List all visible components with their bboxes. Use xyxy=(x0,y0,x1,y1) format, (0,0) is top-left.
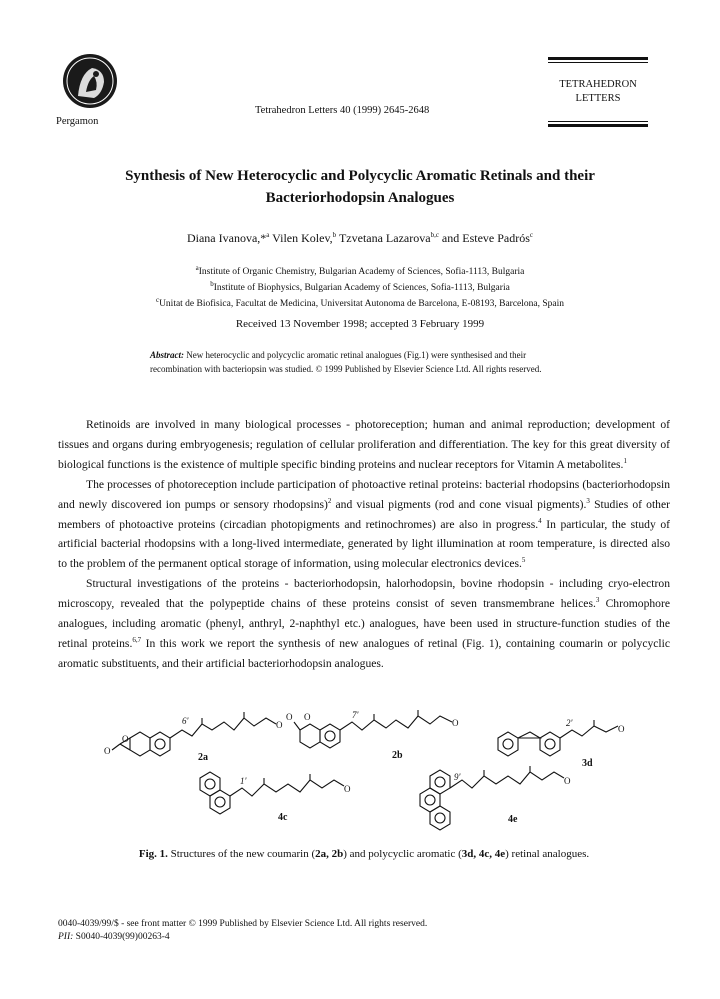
svg-text:O: O xyxy=(618,724,625,734)
svg-text:2': 2' xyxy=(566,718,573,728)
journal-name: TETRAHEDRON LETTERS xyxy=(559,79,637,104)
svg-text:2b: 2b xyxy=(392,750,403,761)
structure-4e xyxy=(420,766,571,830)
svg-text:O: O xyxy=(304,712,311,722)
svg-text:3d: 3d xyxy=(582,758,593,769)
svg-text:O: O xyxy=(344,784,351,794)
affiliation: $^c$Unitat de Biofisica, Facultat de Medicina, Universitat Autonoma de Barcelona, E-08193, Barcelona, Spain xyxy=(155,295,565,309)
affiliation: $^b$Institute of Biophysics, Bulgarian Academy of Sciences, Sofia-1113, Bulgaria xyxy=(210,279,510,293)
pii-line: PII: S0040-4039(99)00263-4 xyxy=(58,932,170,942)
structure-3d xyxy=(498,718,625,769)
figure-1-structures xyxy=(100,708,640,838)
svg-text:O: O xyxy=(104,746,111,756)
structure-2a xyxy=(104,712,283,763)
abstract: Abstract: New heterocyclic and polycyclic aromatic retinal analogues (Fig.1) were synthesised and their recombination with bacteriopsin was studied. © 1999 Published by Elsevier Science Ltd. All rights reserved. xyxy=(150,350,542,374)
publisher-name: Pergamon xyxy=(56,116,99,127)
structure-4c xyxy=(200,772,351,823)
copyright-line: 0040-4039/99/$ - see front matter © 1999 Published by Elsevier Science Ltd. All rights reserved. xyxy=(58,919,428,929)
svg-text:4c: 4c xyxy=(278,812,288,823)
svg-text:O: O xyxy=(452,718,459,728)
paragraph: Structural investigations of the proteins - bacteriorhodopsin, halorhodopsin, bovine rhodopsin - including cryo-electron microscopy, revealed that the polypeptide chains of these proteins consist of seven transmembrane helices.$^3$ Chromophore analogues, including aromatic (phenyl, anthryl, 2-naphthyl etc.) analogues, have been used in structure-function studies of the retinal proteins.$^{6,7}$ In this work we report the synthesis of new analogues of retinal (Fig. 1), containing coumarin or polycyclic aromatic substituents, and their artificial bacteriorhodopsin analogues. xyxy=(58,577,671,670)
svg-text:4e: 4e xyxy=(508,814,518,825)
received-dates: Received 13 November 1998; accepted 3 February 1999 xyxy=(235,318,485,330)
abstract-label: Abstract: xyxy=(150,350,185,360)
footer xyxy=(58,918,427,944)
svg-text:7': 7' xyxy=(352,710,359,720)
svg-text:2a: 2a xyxy=(198,752,208,763)
affiliations xyxy=(60,264,660,312)
header-rule xyxy=(548,124,648,127)
body-text xyxy=(58,415,670,674)
paragraph: Retinoids are involved in many biological processes - photoreception; human and animal reproduction; development of tissues and organs during embryogenesis; regulation of cellular proliferation and differentiation. The key for this great diversity of biological functions is the existence of multiple specific binding proteins and nuclear receptors for Vitamin A metabolites.$^1$ xyxy=(58,418,670,471)
citation-line: Tetrahedron Letters 40 (1999) 2645-2648 xyxy=(255,105,430,116)
svg-text:O: O xyxy=(286,712,293,722)
elsevier-tree-logo xyxy=(60,52,120,110)
paragraph: The processes of photoreception include participation of photoactive retinal proteins: bacterial rhodopsins (bacteriorhodopsin and newly discovered ion pumps or sensory rhodopsins)$^2$ and visual pigments (rod and cone visual pigments).$^3$ Studies of other members of photoactive proteins (circadian photopigments and retinochromes) are also in progress.$^4$ In particular, the study of artificial bacterial rhodopsins with a long-lived intermediate, generated by light illumination at room temperature, is directed also to the problem of the permanent optical storage of information, using molecular electronics devices.$^5$ xyxy=(58,477,670,571)
figure-caption: Fig. 1. Structures of the new coumarin (2a, 2b) and polycyclic aromatic (3d, 4c, 4e) retinal analogues. xyxy=(138,848,590,860)
svg-text:O: O xyxy=(122,734,129,744)
svg-text:O: O xyxy=(276,720,283,730)
svg-text:O: O xyxy=(564,776,571,786)
author-list: Diana Ivanova,*$^a$ Vilen Kolev,$^b$ Tzvetana Lazarova$^{b,c}$ and Esteve Padrós$^c$ xyxy=(186,231,534,245)
article-title: Synthesis of New Heterocyclic and Polycyclic Aromatic Retinals and their Bacteriorhodopsin Analogues xyxy=(125,168,595,206)
structure-2b xyxy=(286,710,459,761)
svg-text:1': 1' xyxy=(240,776,247,786)
svg-text:6': 6' xyxy=(182,716,189,726)
header-rule xyxy=(548,57,648,60)
affiliation: $^a$Institute of Organic Chemistry, Bulgarian Academy of Sciences, Sofia-1113, Bulgaria xyxy=(195,263,525,277)
svg-text:9': 9' xyxy=(454,772,461,782)
header-rule xyxy=(548,121,648,122)
header-rule xyxy=(548,62,648,63)
